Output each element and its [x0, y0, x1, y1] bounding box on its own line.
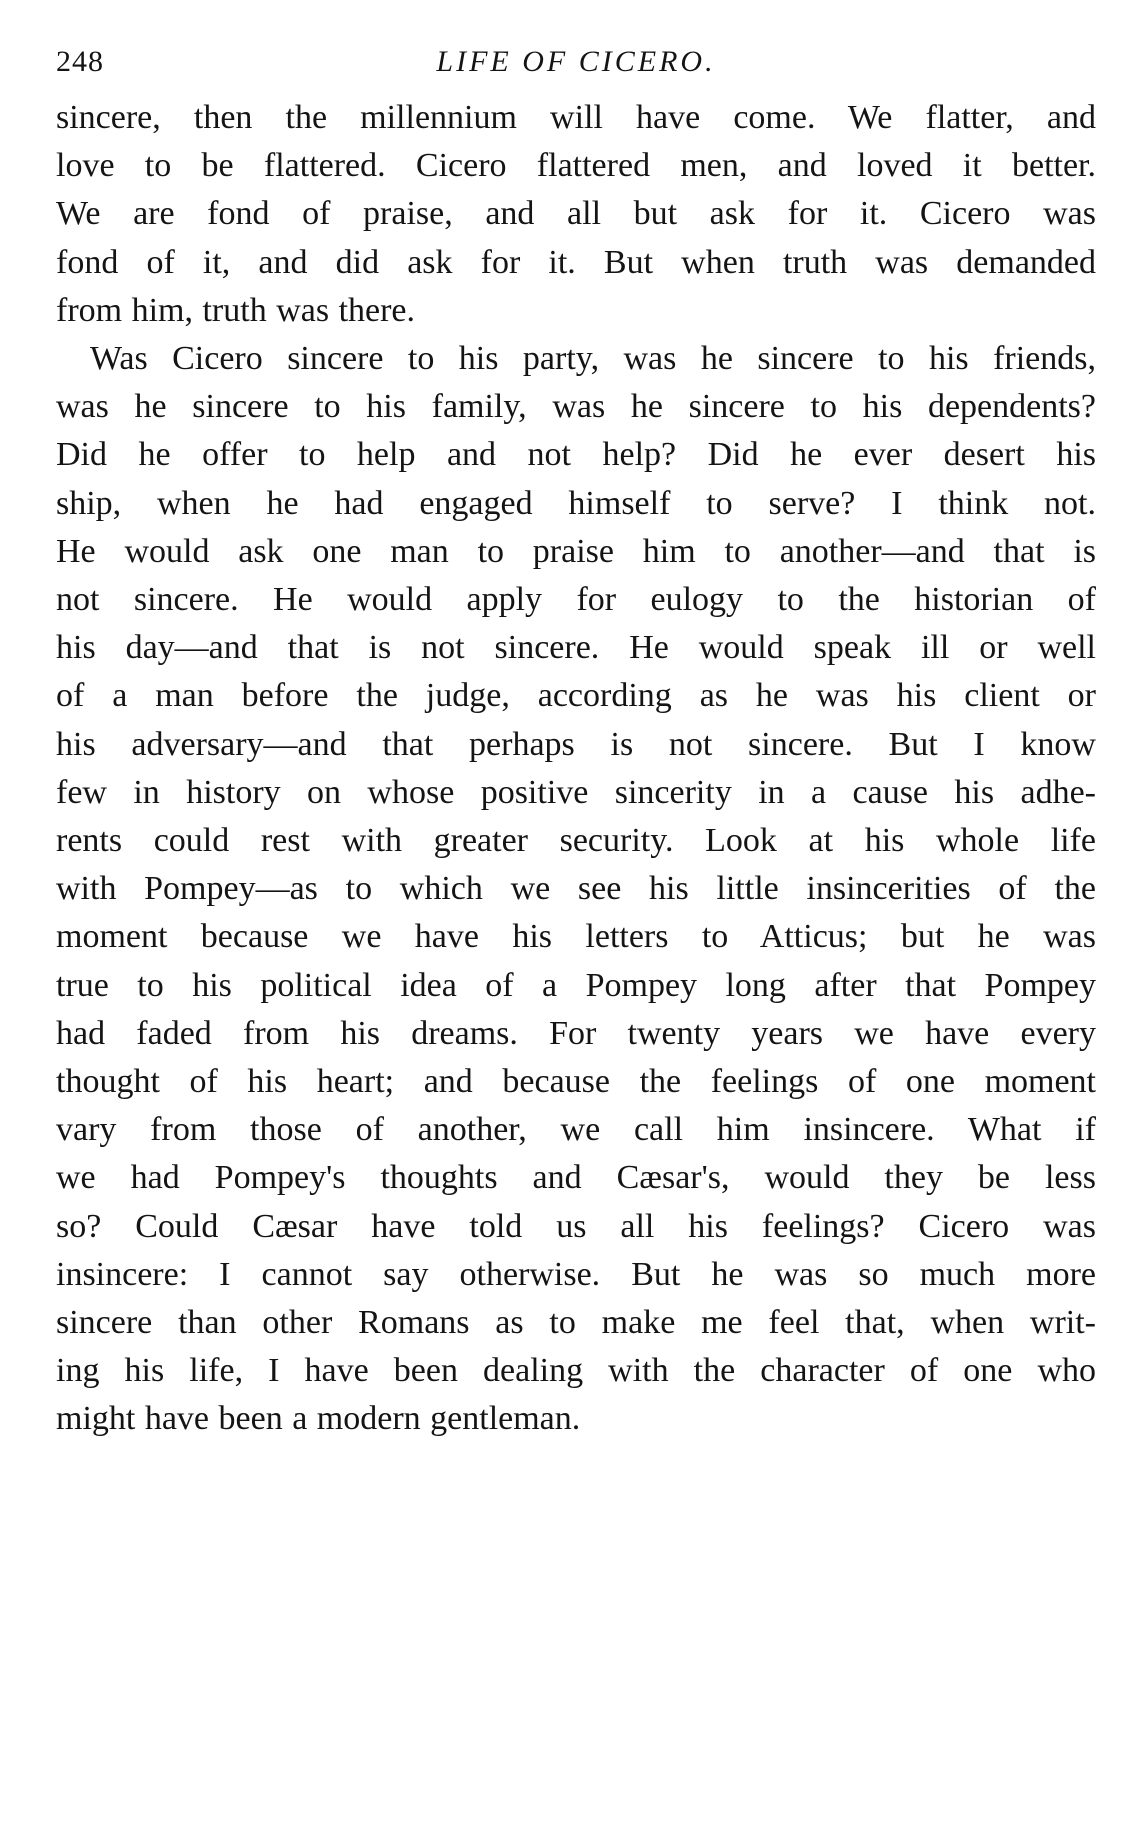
- text-line: with Pompey—as to which we see his little insincerities of the: [56, 870, 1096, 908]
- paragraph-1: [56, 94, 1096, 335]
- text-line: true to his political idea of a Pompey long after that Pompey: [56, 966, 1096, 1004]
- text-line: we had Pompey's thoughts and Cæsar's, would they be less: [56, 1159, 1096, 1197]
- text-line: He would ask one man to praise him to another—and that is: [56, 532, 1096, 570]
- text-line: vary from those of another, we call him insincere. What if: [56, 1111, 1096, 1149]
- text-line: rents could rest with greater security. Look at his whole life: [56, 822, 1096, 860]
- text-line: his day—and that is not sincere. He would speak ill or well: [56, 629, 1096, 667]
- text-line: moment because we have his letters to Atticus; but he was: [56, 918, 1096, 956]
- text-line: few in history on whose positive sincerity in a cause his adhe-: [56, 773, 1096, 811]
- text-line: ship, when he had engaged himself to serve? I think not.: [56, 484, 1096, 522]
- text-line: ing his life, I have been dealing with the character of one who: [56, 1352, 1096, 1390]
- text-line: his adversary—and that perhaps is not sincere. But I know: [56, 725, 1096, 763]
- text-line: sincere than other Romans as to make me feel that, when writ-: [56, 1304, 1096, 1342]
- text-line: thought of his heart; and because the feelings of one moment: [56, 1063, 1096, 1101]
- text-line: of a man before the judge, according as he was his client or: [56, 677, 1096, 715]
- text-line: Did he offer to help and not help? Did he ever desert his: [56, 436, 1096, 474]
- text-line: from him, truth was there.: [56, 291, 416, 329]
- text-line: might have been a modern gentleman.: [56, 1400, 581, 1438]
- page-number: 248: [56, 45, 104, 78]
- text-line: sincere, then the millennium will have come. We flatter, and: [56, 99, 1096, 136]
- book-page: [56, 40, 1096, 1444]
- text-line: had faded from his dreams. For twenty years we have every: [56, 1014, 1096, 1052]
- text-line: fond of it, and did ask for it. But when truth was demanded: [56, 243, 1096, 281]
- text-line: so? Could Cæsar have told us all his feelings? Cicero was: [56, 1207, 1096, 1245]
- text-line: We are fond of praise, and all but ask for it. Cicero was: [56, 195, 1096, 233]
- text-line: not sincere. He would apply for eulogy to the historian of: [56, 581, 1096, 619]
- text-line: insincere: I cannot say otherwise. But he was so much more: [56, 1255, 1096, 1293]
- text-line: love to be flattered. Cicero flattered men, and loved it better.: [56, 147, 1096, 185]
- running-head: [56, 40, 1096, 84]
- body-text: [56, 94, 1096, 1444]
- text-line: was he sincere to his family, was he sincere to his dependents?: [56, 388, 1096, 426]
- running-title: LIFE OF CICERO.: [436, 45, 716, 78]
- text-line: Was Cicero sincere to his party, was he sincere to his friends,: [90, 340, 1096, 378]
- paragraph-2: [56, 335, 1096, 1444]
